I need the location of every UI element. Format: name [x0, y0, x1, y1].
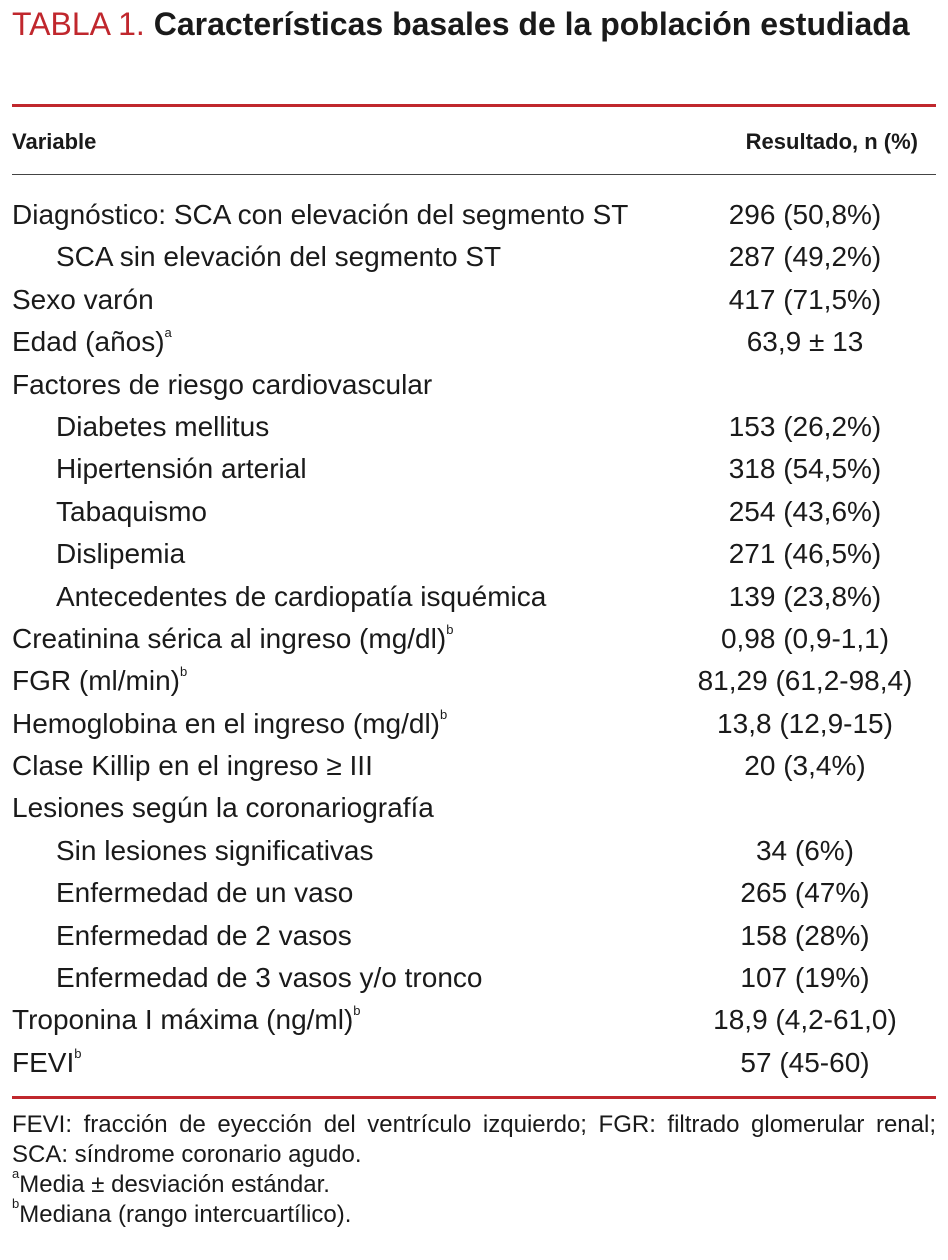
table-row: [12, 872, 936, 914]
row-label: [56, 576, 546, 618]
row-label-text: Clase Killip en el ingreso ≥ III: [12, 750, 373, 782]
row-label: [56, 830, 374, 872]
row-value: 0,98 (0,9-1,1): [720, 622, 890, 654]
row-label-text: Dislipemia: [56, 538, 186, 570]
row-label: [56, 957, 482, 999]
row-value: 139 (23,8%): [728, 580, 882, 612]
table-row: [12, 491, 936, 533]
table-footnotes: [12, 1110, 936, 1230]
table-row: [12, 406, 936, 448]
table-title: [12, 2, 942, 46]
footnote-b: [12, 1196, 936, 1230]
table-title-text: Características basales de la población estudiada: [153, 6, 910, 42]
row-label: [12, 999, 361, 1041]
row-value: 254 (43,6%): [728, 495, 882, 527]
row-value: 63,9 ± 13: [746, 326, 864, 358]
row-label: [12, 787, 434, 829]
table-row: [12, 660, 936, 702]
row-label-text: Sin lesiones significativas: [56, 834, 374, 866]
row-label-text: Edad (años): [12, 326, 165, 358]
row-label-text: Hemoglobina en el ingreso (mg/dl): [12, 707, 440, 739]
table-row: [12, 787, 936, 829]
row-label: [12, 194, 628, 236]
table-row: [12, 745, 936, 787]
footnote-marker: b: [74, 1045, 82, 1061]
row-value: 265 (47%): [740, 877, 870, 909]
row-label-text: Troponina I máxima (ng/ml): [12, 1004, 354, 1036]
row-value: 271 (46,5%): [728, 538, 882, 570]
column-header-result: Resultado, n (%): [745, 129, 918, 154]
table-row: [12, 618, 936, 660]
table-row: [12, 533, 936, 575]
table-row: [12, 957, 936, 999]
row-label: [56, 236, 501, 278]
table-row: [12, 1042, 936, 1084]
row-value: 296 (50,8%): [728, 199, 882, 230]
row-label-text: FEVI: [12, 1046, 75, 1078]
row-label: [12, 1042, 81, 1084]
table-row: [12, 279, 936, 321]
table-bottom-divider: [12, 1096, 936, 1099]
table-row: [12, 448, 936, 490]
row-value: 81,29 (61,2-98,4): [697, 665, 913, 697]
row-label: [56, 448, 307, 490]
row-label-text: Enfermedad de un vaso: [56, 877, 354, 909]
row-label: [56, 872, 353, 914]
row-label-text: SCA sin elevación del segmento ST: [56, 241, 502, 273]
row-label: [12, 279, 154, 321]
row-label: [12, 745, 373, 787]
row-value: 13,8 (12,9-15): [717, 707, 893, 739]
row-value: 34 (6%): [755, 834, 855, 866]
table-number-label: TABLA 1.: [12, 6, 145, 42]
footnote-a: [12, 1166, 936, 1200]
row-value: 287 (49,2%): [728, 241, 882, 273]
footnote-a-text: Media ± desviación estándar.: [19, 1171, 330, 1198]
row-value: 20 (3,4%): [744, 750, 866, 782]
header-divider: [12, 174, 936, 175]
table-row: [12, 194, 936, 236]
row-value: 417 (71,5%): [728, 283, 882, 315]
table-row: [12, 999, 936, 1041]
footnote-marker: b: [179, 664, 188, 680]
row-value: 318 (54,5%): [728, 453, 882, 485]
row-label-text: Sexo varón: [12, 283, 154, 315]
row-label-text: Diabetes mellitus: [56, 410, 270, 442]
table-row: [12, 321, 936, 363]
row-label: [56, 533, 185, 575]
footnote-b-text: Mediana (rango intercuartílico).: [19, 1201, 352, 1228]
row-label: [12, 660, 187, 702]
row-value: 18,9 (4,2-61,0): [713, 1004, 897, 1036]
row-label-text: Creatinina sérica al ingreso (mg/dl): [12, 622, 447, 654]
title-divider: [12, 104, 936, 107]
table-body: [12, 194, 936, 1084]
row-label-text: Diagnóstico: SCA con elevación del segmento ST: [12, 199, 629, 230]
footnote-b-mark: b: [12, 1196, 20, 1211]
column-header-variable: Variable: [12, 129, 97, 154]
row-label: [56, 491, 207, 533]
table-row: [12, 576, 936, 618]
row-label-text: Lesiones según la coronariografía: [12, 792, 434, 824]
row-label-text: Enfermedad de 3 vasos y/o tronco: [56, 962, 483, 994]
table-row: [12, 236, 936, 278]
row-label-text: Hipertensión arterial: [56, 453, 307, 485]
row-label-text: FGR (ml/min): [12, 665, 180, 697]
footnote-marker: b: [353, 1003, 361, 1019]
footnote-a-mark: a: [12, 1166, 20, 1181]
row-label-text: Antecedentes de cardiopatía isquémica: [56, 580, 547, 612]
table-row: [12, 915, 936, 957]
row-label-text: Enfermedad de 2 vasos: [56, 919, 352, 951]
table-row: [12, 364, 936, 406]
row-label: [12, 703, 447, 745]
row-label: [12, 618, 453, 660]
row-label: [56, 406, 269, 448]
row-value: 158 (28%): [740, 919, 870, 951]
table-row: [12, 830, 936, 872]
footnote-marker: a: [164, 325, 172, 341]
footnote-marker: b: [446, 621, 454, 637]
row-value: 57 (45-60): [740, 1046, 870, 1078]
row-label: [56, 915, 352, 957]
table-row: [12, 703, 936, 745]
row-value: 107 (19%): [740, 962, 870, 994]
row-label: [12, 364, 432, 406]
row-value: 153 (26,2%): [728, 410, 882, 442]
row-label-text: Factores de riesgo cardiovascular: [12, 368, 433, 400]
footnote-marker: b: [440, 706, 448, 722]
row-label: [12, 321, 172, 363]
row-label-text: Tabaquismo: [56, 495, 207, 527]
footnote-abbreviations: FEVI: fracción de eyección del ventrículo izquierdo; FGR: filtrado glomerular renal; SCA: síndrome coronario agudo.: [12, 1111, 936, 1168]
